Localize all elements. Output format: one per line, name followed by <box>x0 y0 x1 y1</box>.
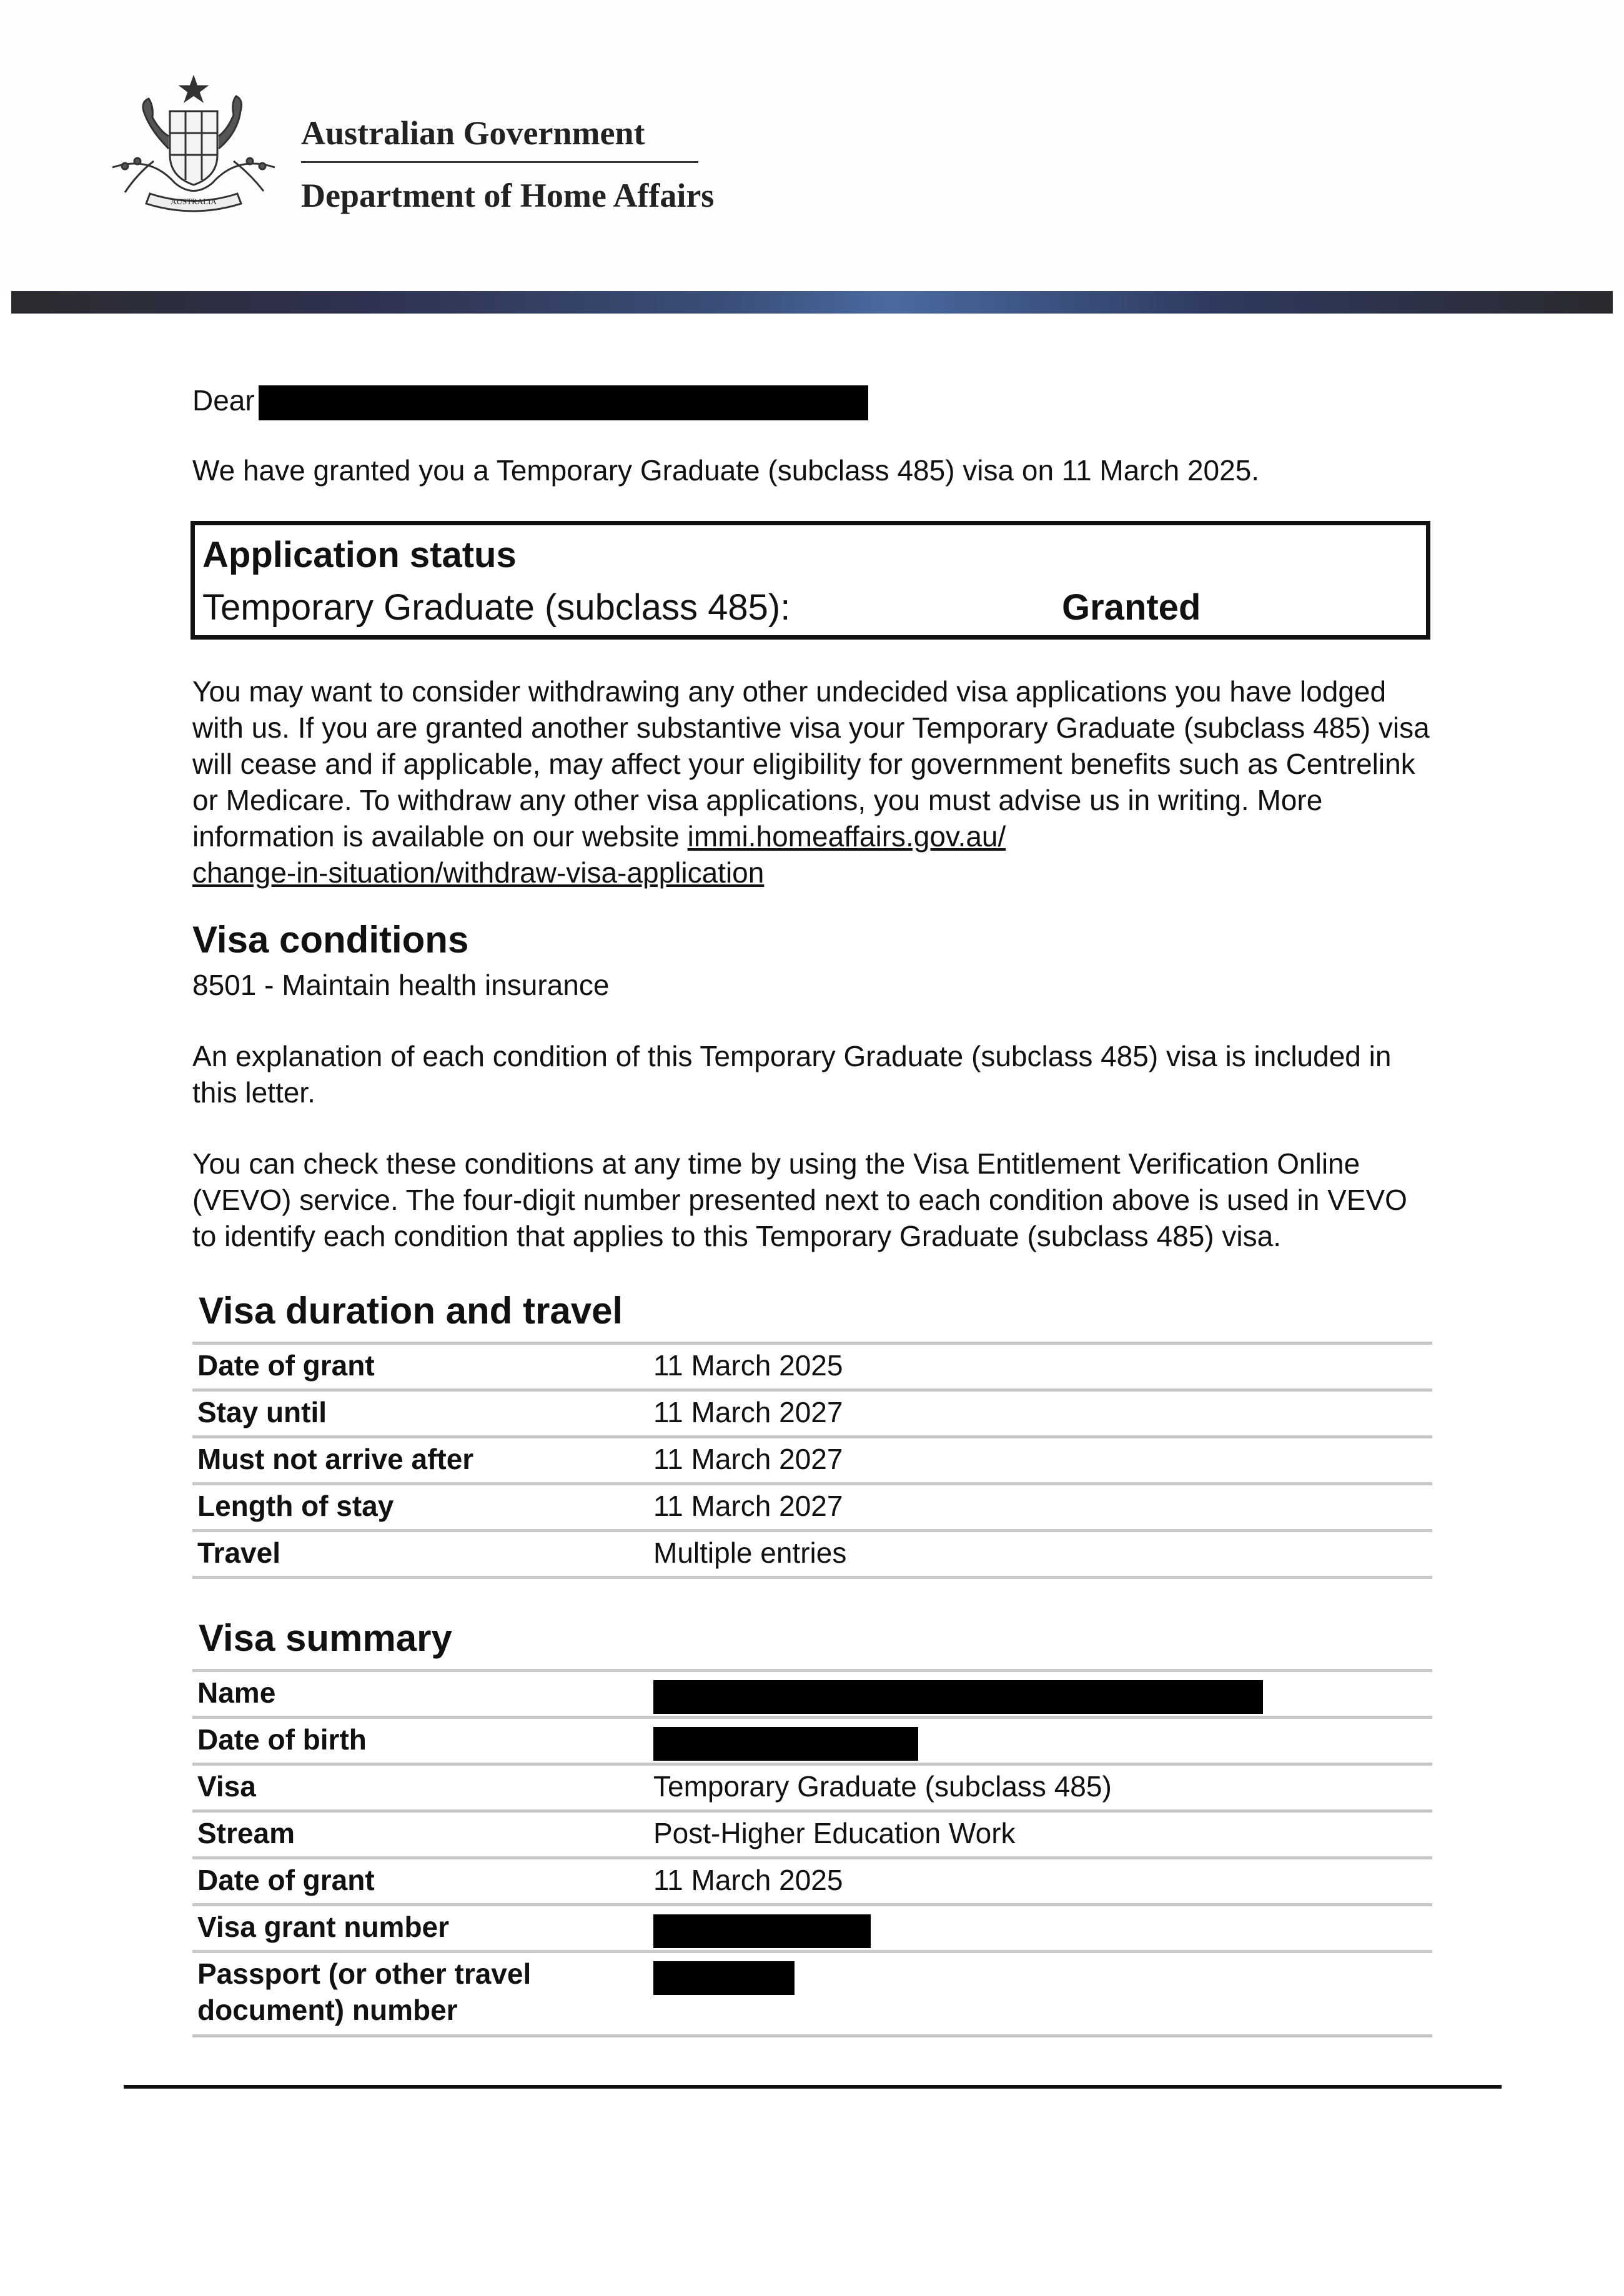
table-row <box>192 1531 1432 1578</box>
redacted-date-of-birth <box>653 1727 918 1761</box>
visa-condition-item <box>192 967 1435 1003</box>
summary-label: Date of grant <box>192 1858 648 1905</box>
visa-summary-table <box>192 1669 1432 2037</box>
vevo-paragraph <box>192 1146 1435 1254</box>
table-row <box>192 1390 1432 1437</box>
coat-of-arms-icon <box>100 74 287 217</box>
letterhead <box>0 0 1624 294</box>
visa-summary-heading: Visa summary <box>199 1617 452 1659</box>
duration-label: Must not arrive after <box>192 1437 648 1484</box>
application-status-box <box>191 521 1430 640</box>
summary-label: Passport (or other travel document) number <box>192 1952 648 2036</box>
summary-value: Temporary Graduate (subclass 485) <box>648 1764 1432 1811</box>
table-row <box>192 1671 1432 1718</box>
table-row <box>192 1811 1432 1858</box>
salutation <box>192 382 1435 420</box>
withdraw-paragraph <box>192 673 1435 891</box>
table-row <box>192 1437 1432 1484</box>
duration-value: 11 March 2027 <box>648 1390 1432 1437</box>
grant-sentence <box>192 452 1435 488</box>
duration-value: Multiple entries <box>648 1531 1432 1578</box>
table-row <box>192 1343 1432 1390</box>
duration-value: 11 March 2027 <box>648 1437 1432 1484</box>
footer-divider <box>124 2085 1502 2089</box>
withdraw-text: You may want to consider withdrawing any other undecided visa applications you have lodged with us. If you are granted another substantive visa your Temporary Graduate (subclass 485) visa will cease and if applicable, may affect your eligibility for government benefits such as Centrelink or Medicare. To withdraw any other visa applications, you must advise us in writing. More information is available on our website <box>192 675 1430 853</box>
conditions-explanation <box>192 1038 1435 1111</box>
summary-label: Name <box>192 1671 648 1718</box>
summary-label: Visa grant number <box>192 1905 648 1952</box>
grant-sentence-text: We have granted you a Temporary Graduate (subclass 485) visa on 11 March 2025. <box>192 454 1260 487</box>
header-band <box>11 291 1613 314</box>
conditions-explanation-text: An explanation of each condition of this Temporary Graduate (subclass 485) visa is included in this letter. <box>192 1040 1392 1109</box>
summary-value: Post-Higher Education Work <box>648 1811 1432 1858</box>
redacted-recipient-name <box>259 385 868 420</box>
summary-label: Date of birth <box>192 1718 648 1764</box>
duration-value: 11 March 2027 <box>648 1484 1432 1531</box>
redacted-visa-grant-number <box>653 1914 871 1948</box>
summary-value <box>648 1905 1432 1952</box>
table-row <box>192 1952 1432 2036</box>
visa-conditions-heading: Visa conditions <box>192 919 469 961</box>
government-name: Australian Government <box>301 114 645 152</box>
summary-value <box>648 1718 1432 1764</box>
withdraw-link-part-1[interactable]: immi.homeaffairs.gov.au/ <box>687 820 1006 853</box>
visa-duration-heading: Visa duration and travel <box>199 1290 623 1332</box>
crest-banner-text: AUSTRALIA <box>171 197 217 206</box>
summary-label: Stream <box>192 1811 648 1858</box>
letterhead-divider <box>301 161 698 163</box>
table-row <box>192 1484 1432 1531</box>
duration-value: 11 March 2025 <box>648 1343 1432 1390</box>
redacted-name <box>653 1680 1263 1714</box>
redacted-passport-number <box>653 1961 795 1995</box>
duration-label: Travel <box>192 1531 648 1578</box>
visa-duration-table <box>192 1342 1432 1579</box>
summary-label: Visa <box>192 1764 648 1811</box>
summary-value <box>648 1952 1432 2036</box>
table-row <box>192 1718 1432 1764</box>
status-value: Granted <box>1062 587 1201 628</box>
department-name: Department of Home Affairs <box>301 177 715 214</box>
summary-value <box>648 1671 1432 1718</box>
salutation-text: Dear <box>192 384 255 417</box>
table-row <box>192 1858 1432 1905</box>
duration-label: Stay until <box>192 1390 648 1437</box>
table-row <box>192 1764 1432 1811</box>
visa-condition-text: 8501 - Maintain health insurance <box>192 969 610 1001</box>
duration-label: Length of stay <box>192 1484 648 1531</box>
table-row <box>192 1905 1432 1952</box>
duration-label: Date of grant <box>192 1343 648 1390</box>
status-title: Application status <box>202 535 517 575</box>
status-label: Temporary Graduate (subclass 485): <box>202 587 791 628</box>
vevo-text: You can check these conditions at any time by using the Visa Entitlement Verification Online (VEVO) service. The four-digit number presented next to each condition above is used in VEVO to identify each condition that applies to this Temporary Graduate (subclass 485) visa. <box>192 1147 1407 1252</box>
withdraw-link-part-2[interactable]: change-in-situation/withdraw-visa-application <box>192 856 765 889</box>
summary-value: 11 March 2025 <box>648 1858 1432 1905</box>
